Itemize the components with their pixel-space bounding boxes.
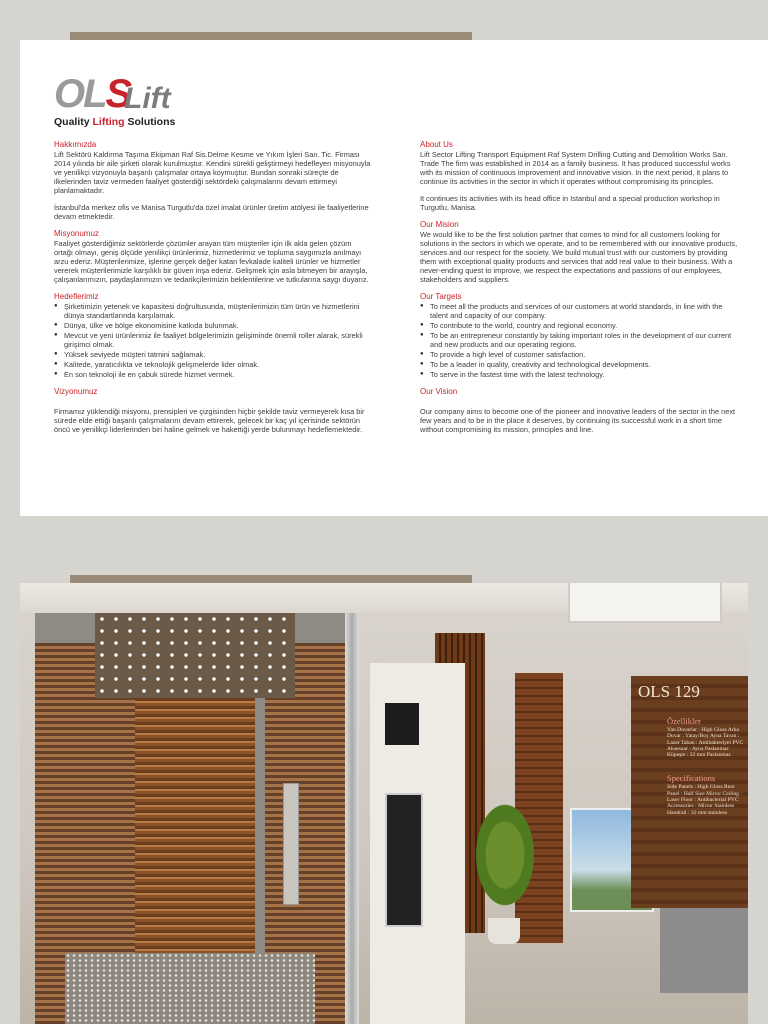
button-panel [283,783,299,905]
potted-plant [460,803,550,933]
door-jamb [345,613,359,1024]
spec-title-en: Specifications [667,773,716,784]
list-item: ● To be an entrepreneur constantly by taking important roles in the development of our current and new products and our operating regions. [420,331,738,349]
list-item: ● To meet all the products and services of our customers at world standards, in line with the talent and capacity of our company. [420,302,738,320]
section-title-our-vision: Our Vision [420,387,458,396]
list-item: ● To be a leader in quality, creativity and technological developments. [420,360,738,369]
logo-lift-word: Lift [124,82,171,115]
list-item: ● To provide a high level of customer satisfaction. [420,350,738,359]
section-title-our-mision: Our Mision [420,220,459,229]
list-item: ● En son teknoloji ile en çabuk sürede hizmet vermek. [54,370,372,379]
top-accent-bar [70,32,472,40]
section-title-our-targets: Our Targets [420,292,462,301]
paragraph: Our company aims to become one of the pioneer and innovative leaders of the sector in the next few years and to be in the place it deserves, by continuing its successful work in a short time without compromising its mission, principles and line. [420,407,736,434]
spec-lines-tr: Yan Duvarlar : High Gloss Arka Duvar : Yatay/Boy Ayna Tavan : Lazer Taban : Antibakteriyel PVC Aksesuar : Ayna Paslanmaz Küpeşte : 32 mm Paslanmaz [667,727,744,759]
list-item: ● Kalitede, yaratıcılıkta ve teknolojik gelişmelerde lider olmak. [54,360,372,369]
mid-accent-bar [70,575,472,583]
cabin-ceiling-lights [95,613,295,698]
turkish-column [54,140,372,442]
targets-list [420,302,738,379]
paragraph: İstanbul'da merkez ofis ve Manisa Turgutlu'da özel imalat ürünler üretim atölyesi ile faaliyetlerine devam etmektedir. [54,203,369,221]
wall-sign [385,703,419,745]
logo-tagline: Quality Lifting Solutions [54,116,176,128]
list-item: ● Yüksek seviyede müşteri tatmini sağlamak. [54,350,372,359]
list-item: ● To contribute to the world, country and regional economy. [420,321,738,330]
logo-ols-mark: OLS [54,72,131,116]
paragraph: Faaliyet gösterdiğimiz sektörlerde çözümler arayan tüm müşteriler için ilk akla gelen çözüm ortağı olmayı, geniş ölçüde yenilikçi ürünlerimiz, hizmetlerimiz ve topluma saygımızla anılmayı arzu ederiz. Müşterilerimize, işlerine gerçek değer katan fevkalade kaliteli ürünler ve hizmetler vererek müşterilerimizle karşılıklı bir güven inşa ederiz. Gelişmek için asla bitmeyen bir arayışla, çalışanlarımızın, paydaşlarımızın ve tedarikçilerimizin beklentilerine ve tutkularına saygı duyarız. [54,239,369,284]
paragraph: Firmamız yüklendiği misyonu, prensipleri ve çizgisinden hiçbir şekilde taviz vermeyerek kısa bir sürede elde ettiği başarılı çalışmalarını devam ettirerek, gelecek bir kaç yıl içerisinde sektörün öncü ve yenilikçi liderlerinden biri haline gelmek ve hakettiği yerde bulunmayı hedeflemektedir. [54,407,365,434]
section-title-vizyonumuz: Vizyonumuz [54,387,98,396]
list-item: ● Dünya, ülke ve bölge ekonomisine katkıda bulunmak. [54,321,372,330]
list-item: ● Şirketimizin yetenek ve kapasitesi doğrultusunda, müşterilerimizin tüm ürün ve hizmetlerini dünya standartlarında karşılamak. [54,302,372,320]
product-title: OLS 129 [638,682,700,701]
paragraph: Lift Sector Lifting Transport Equipment Raf System Drilling Cutting and Demolition Works San. Trade The firm was established in 2014 as a family business. It has produced successful works with its mission of continuous improvement and innovative vision. In the next period, it plans to continue its activities in the sector in which it operates without compromising its principles. [420,150,731,186]
spec-lines-en: Side Panels : High Gloss Rear Panel : Half Size Mirror Ceiling : Laser Floor : Antibacterial PVC Accessories : Mirror Stainless Handrail : 32 mm stainless [667,784,742,816]
paragraph: Lift Sektörü Kaldırma Taşıma Ekipman Raf Sis.Delme Kesme ve Yıkım İşleri San. Tic. Firması 2014 yılında bir aile şirketi olarak kurulmuştur. Kendini sürekli geliştirmeyi hedefleyen misyonuyla ve yenilikçi vizyonuyla başarılı çalışmalar ortaya koymuştur. Bundan sonraki süreçte de ilkelerinden taviz vermeden faaliyet gösterdiği sektördeki çalışmalarını devam ettirmeyi planlamaktadır. [54,150,371,195]
section-title-about-us: About Us [420,140,453,149]
targets-list [54,302,372,379]
company-logo [54,74,184,130]
elevator-cabin [35,613,345,1024]
section-title-hedeflerimiz: Hedeflerimiz [54,292,99,301]
cabin-floor [65,953,315,1024]
english-column [420,140,738,442]
spec-title-tr: Özellikler [667,716,701,726]
paragraph: It continues its activities with its head office in Istanbul and a special production workshop in Turgutlu, Manisa. [420,194,720,212]
ceiling-skylight [568,583,722,623]
product-spec-text [667,716,747,816]
plant-pot [488,918,520,944]
list-item: ● To serve in the fastest time with the latest technology. [420,370,738,379]
wall-panel [385,793,423,927]
section-title-misyonumuz: Misyonumuz [54,229,99,238]
section-title-hakkimizda: Hakkımızda [54,140,97,149]
list-item: ● Mevcut ve yeni ürünlerimiz ile faaliyet bölgelerimizin gelişiminde önemli roller alarak, sürekli girişimci olmak. [54,331,372,349]
paragraph: We would like to be the first solution partner that comes to mind for all customers looking for solutions in the sectors in which we operate, and to be remembered with our innovative products, services and our respect for the society. We build mutual trust with our customers by providing them with exceptional quality products and services that add real value to their business. With a never-ending quest to improve, we respect the expectations and passions of our employees, stakeholders and suppliers. [420,230,738,284]
